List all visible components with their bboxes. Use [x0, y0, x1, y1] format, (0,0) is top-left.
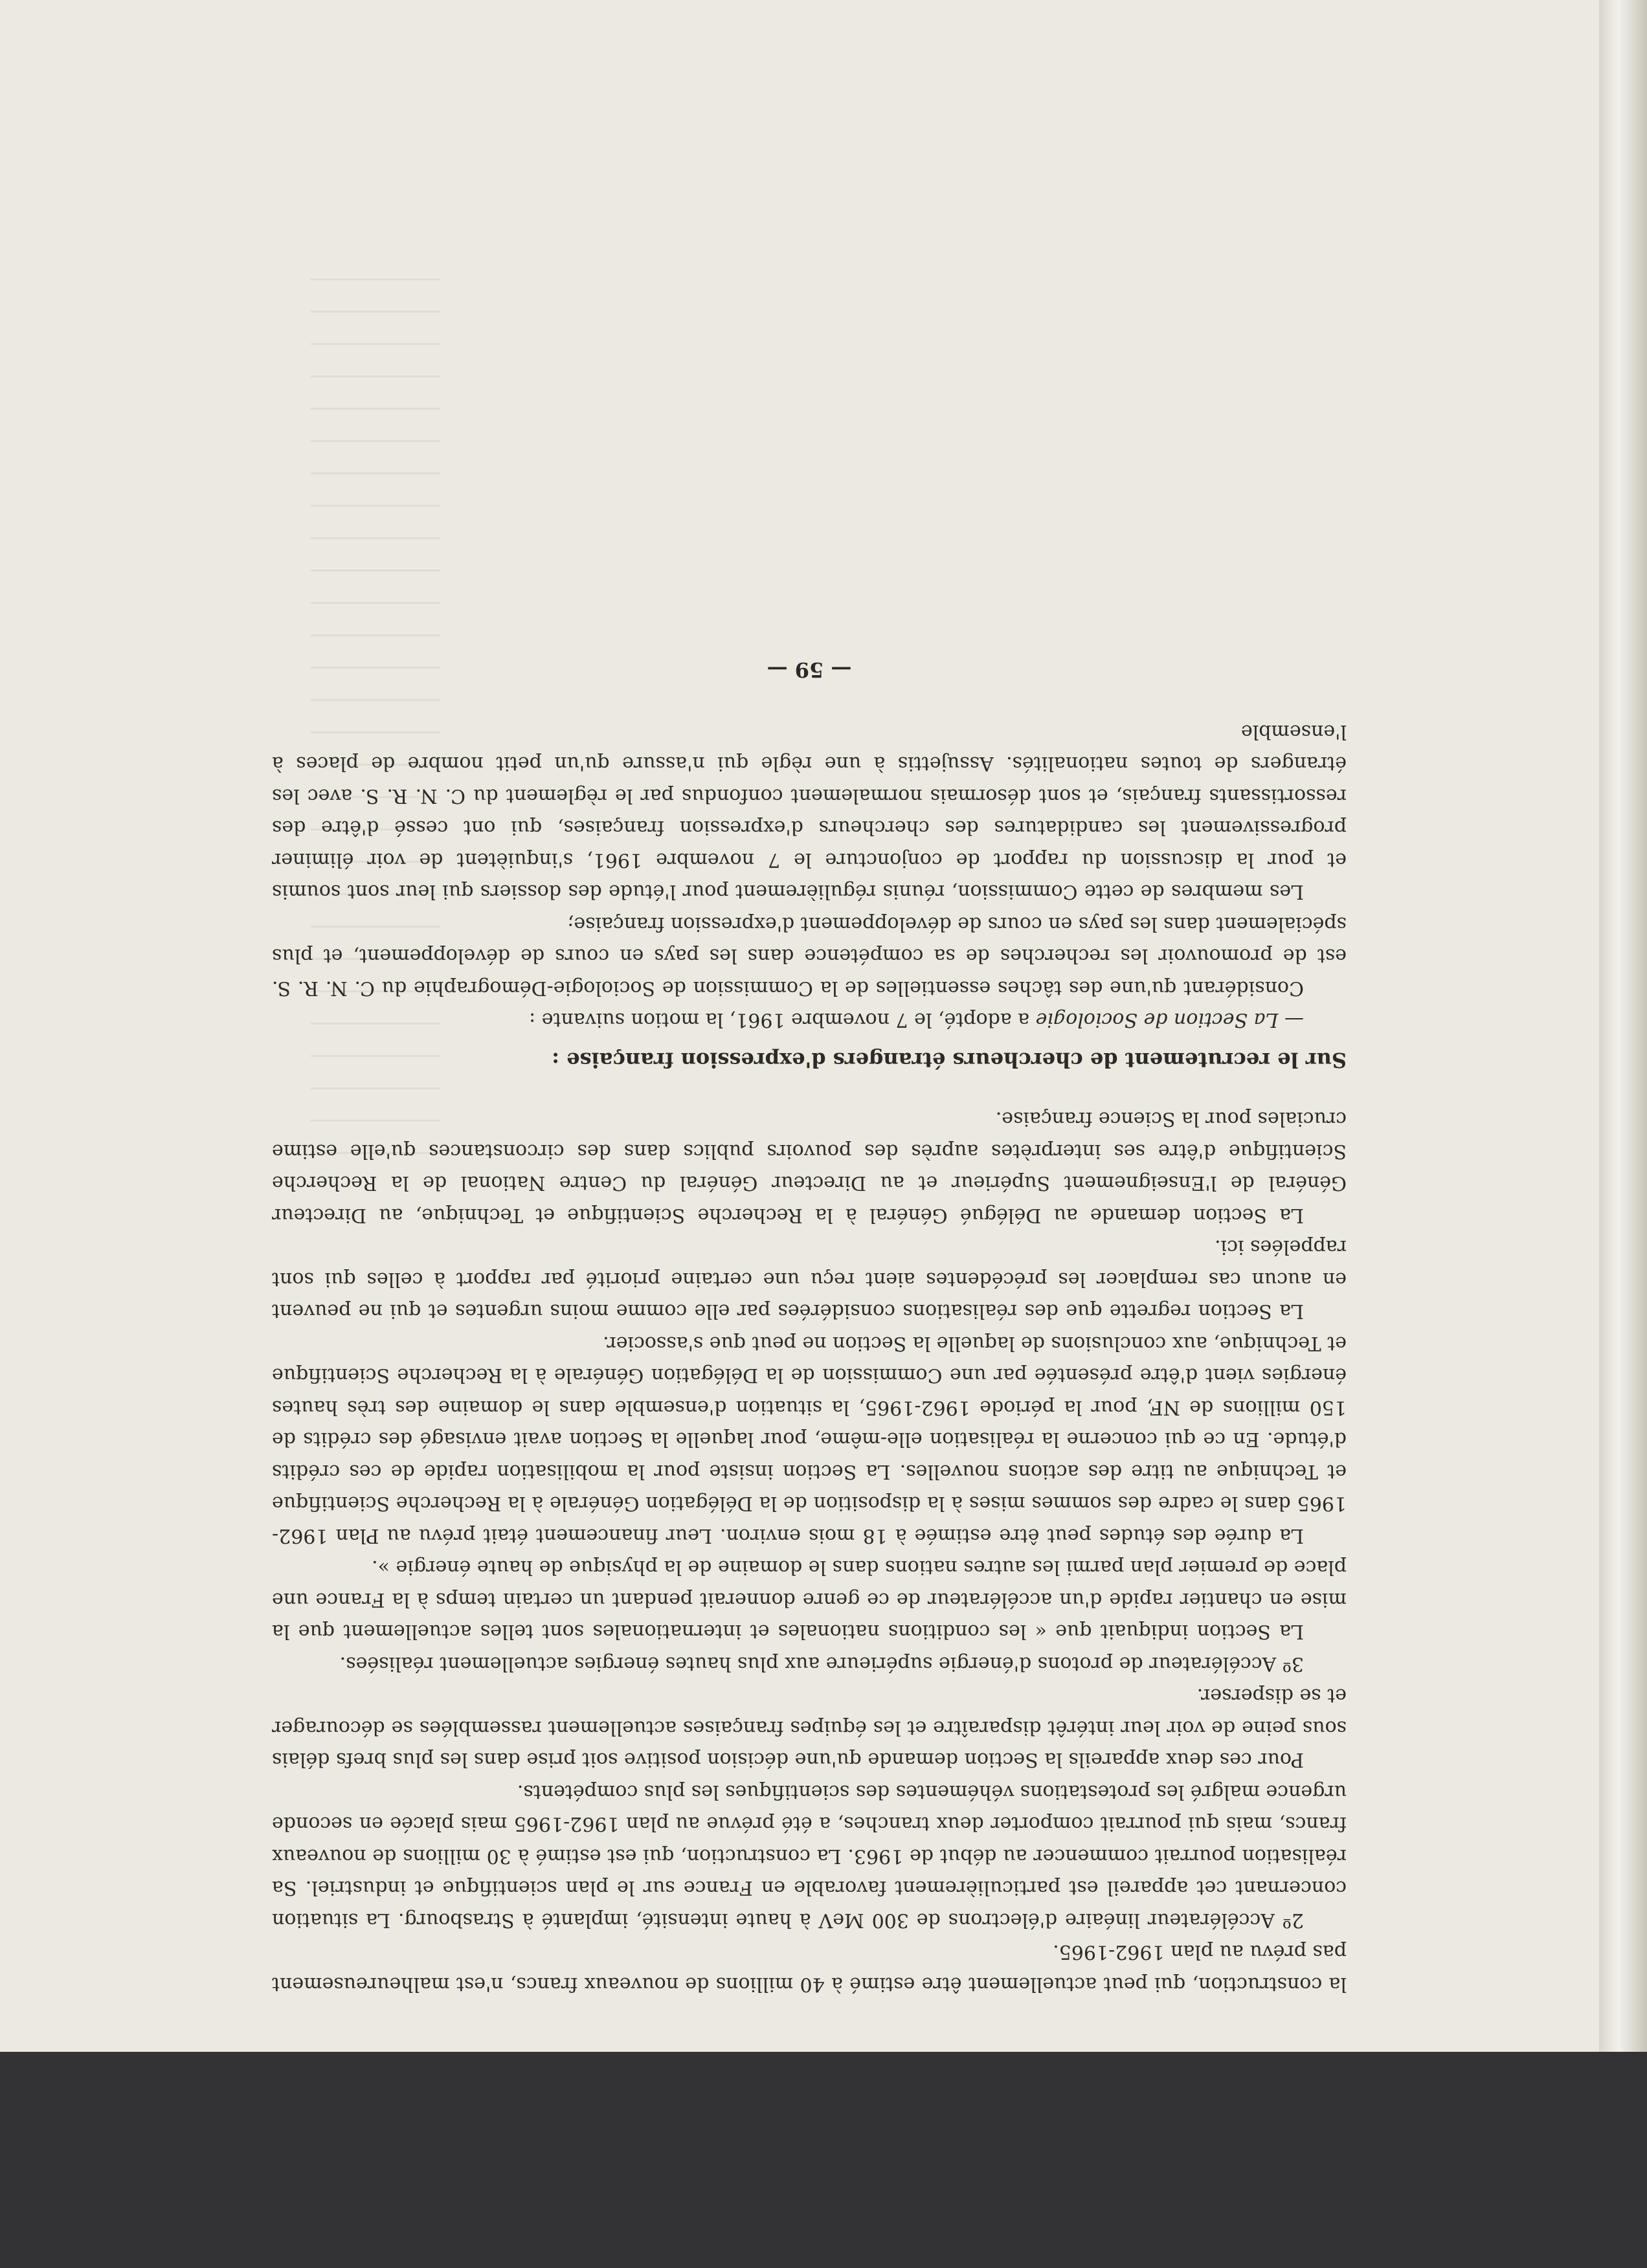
motion-intro [272, 1004, 1347, 1036]
paragraph: La Section regrette que des réalisations considérées par elle comme moins urgentes et qui ne peuvent en aucun cas remplacer les précédentes aient reçu une certaine priorité par rapport à celles qui sont rappelées ici. [272, 1236, 1347, 1323]
motion-dash: — [1278, 1008, 1304, 1032]
section-heading: Sur le recrutement de chercheurs étrangers d'expression française : [552, 1048, 1347, 1073]
section-name: La Section de Sociologie [1035, 1008, 1279, 1032]
page-edge [1599, 0, 1647, 2052]
paragraph: 2º Accélérateur linéaire d'électrons de 300 MeV à haute intensité, implanté à Strasbourg. La situation concernant cet appareil est particulièrement favorable en France sur le plan scientifique et industriel. Sa réalisation pourrait commencer au début de 1963. La construction, qui est estimé à 30 millions de nouveaux francs, mais qui pourrait comporter deux tranches, a été prévue au plan 1962-1965 mais placée en seconde urgence malgré les protestations véhémentes des scientifiques les plus compétents. [272, 1781, 1347, 1931]
motion-intro-text: a adopté, le 7 novembre 1961, la motion suivante : [529, 1008, 1036, 1032]
paragraph: la construction, qui peut actuellement être estimé à 40 millions de nouveaux francs, n'est malheureusement pas prévu au plan 1962-1965. [272, 1940, 1347, 1996]
motion-paragraph: Les membres de cette Commission, réunis régulièrement pour l'étude des dossiers qui leur sont soumis et pour la discussion du rapport de conjoncture le 7 novembre 1961, s'inquiètent de voir éliminer progressivement les candidatures des chercheurs d'expression françaises, qui ont cessé d'être des ressortissants français, et sont désormais normalement confondus par le règlement du C. N. R. S. avec les étrangers de toutes nationalités. Assujettis à une règle qui n'assure qu'un petit nombre de places à l'ensemble [272, 720, 1347, 904]
paragraph: 3º Accélérateur de protons d'énergie supérieure aux plus hautes énergies actuellement réalisées. [339, 1652, 1304, 1675]
scanner-background [0, 2052, 1647, 2268]
page-text-block [272, 220, 1347, 2000]
page-number: — 59 — [767, 658, 852, 683]
motion-paragraph: Considérant qu'une des tâches essentielles de la Commission de Sociologie-Démographie du C. N. R. S. est de promouvoir les recherches de sa compétence dans les pays en cours de développement, et plus spécialement dans les pays en cours de développement d'expression française; [272, 913, 1347, 999]
paragraph: La Section demande au Délégué Général à la Recherche Scientifique et Technique, au Directeur Général de l'Enseignement Supérieur et au Directeur Général du Centre National de la Recherche Scientifique d'être ses interprètes auprès des pouvoirs publics dans des circonstances qu'elle estime cruciales pour la Science française. [272, 1107, 1347, 1227]
paragraph: La Section indiquait que « les conditions nationales et internationales sont telles actuellement que la mise en chantier rapide d'un accélérateur de ce genre donnerait pendant un certain temps à la France une place de premier plan parmi les autres nations dans le domaine de la physique de haute énergie ». [272, 1556, 1347, 1643]
paragraph: La durée des études peut être estimée à 18 mois environ. Leur financement était prévu au Plan 1962-1965 dans le cadre des sommes mises à la disposition de la Délégation Générale à la Recherche Scientifique et Technique au titre des actions nouvelles. La Section insiste pour la mobilisation rapide de ces crédits d'étude. En ce qui concerne la réalisation elle-même, pour laquelle la Section avait envisagé des crédits de 150 millions de NF, pour la période 1962-1965, la situation d'ensemble dans le domaine des très hautes énergies vient d'être présentée par une Commission de la Délégation Générale à la Recherche Scientifique et Technique, aux conclusions de laquelle la Section ne peut que s'associer. [272, 1332, 1347, 1547]
paragraph: Pour ces deux appareils la Section demande qu'une décision positive soit prise dans les plus brefs délais sous peine de voir leur intérêt disparaître et les équipes françaises actuellement rassemblées se décourager et se disperser. [272, 1684, 1347, 1772]
